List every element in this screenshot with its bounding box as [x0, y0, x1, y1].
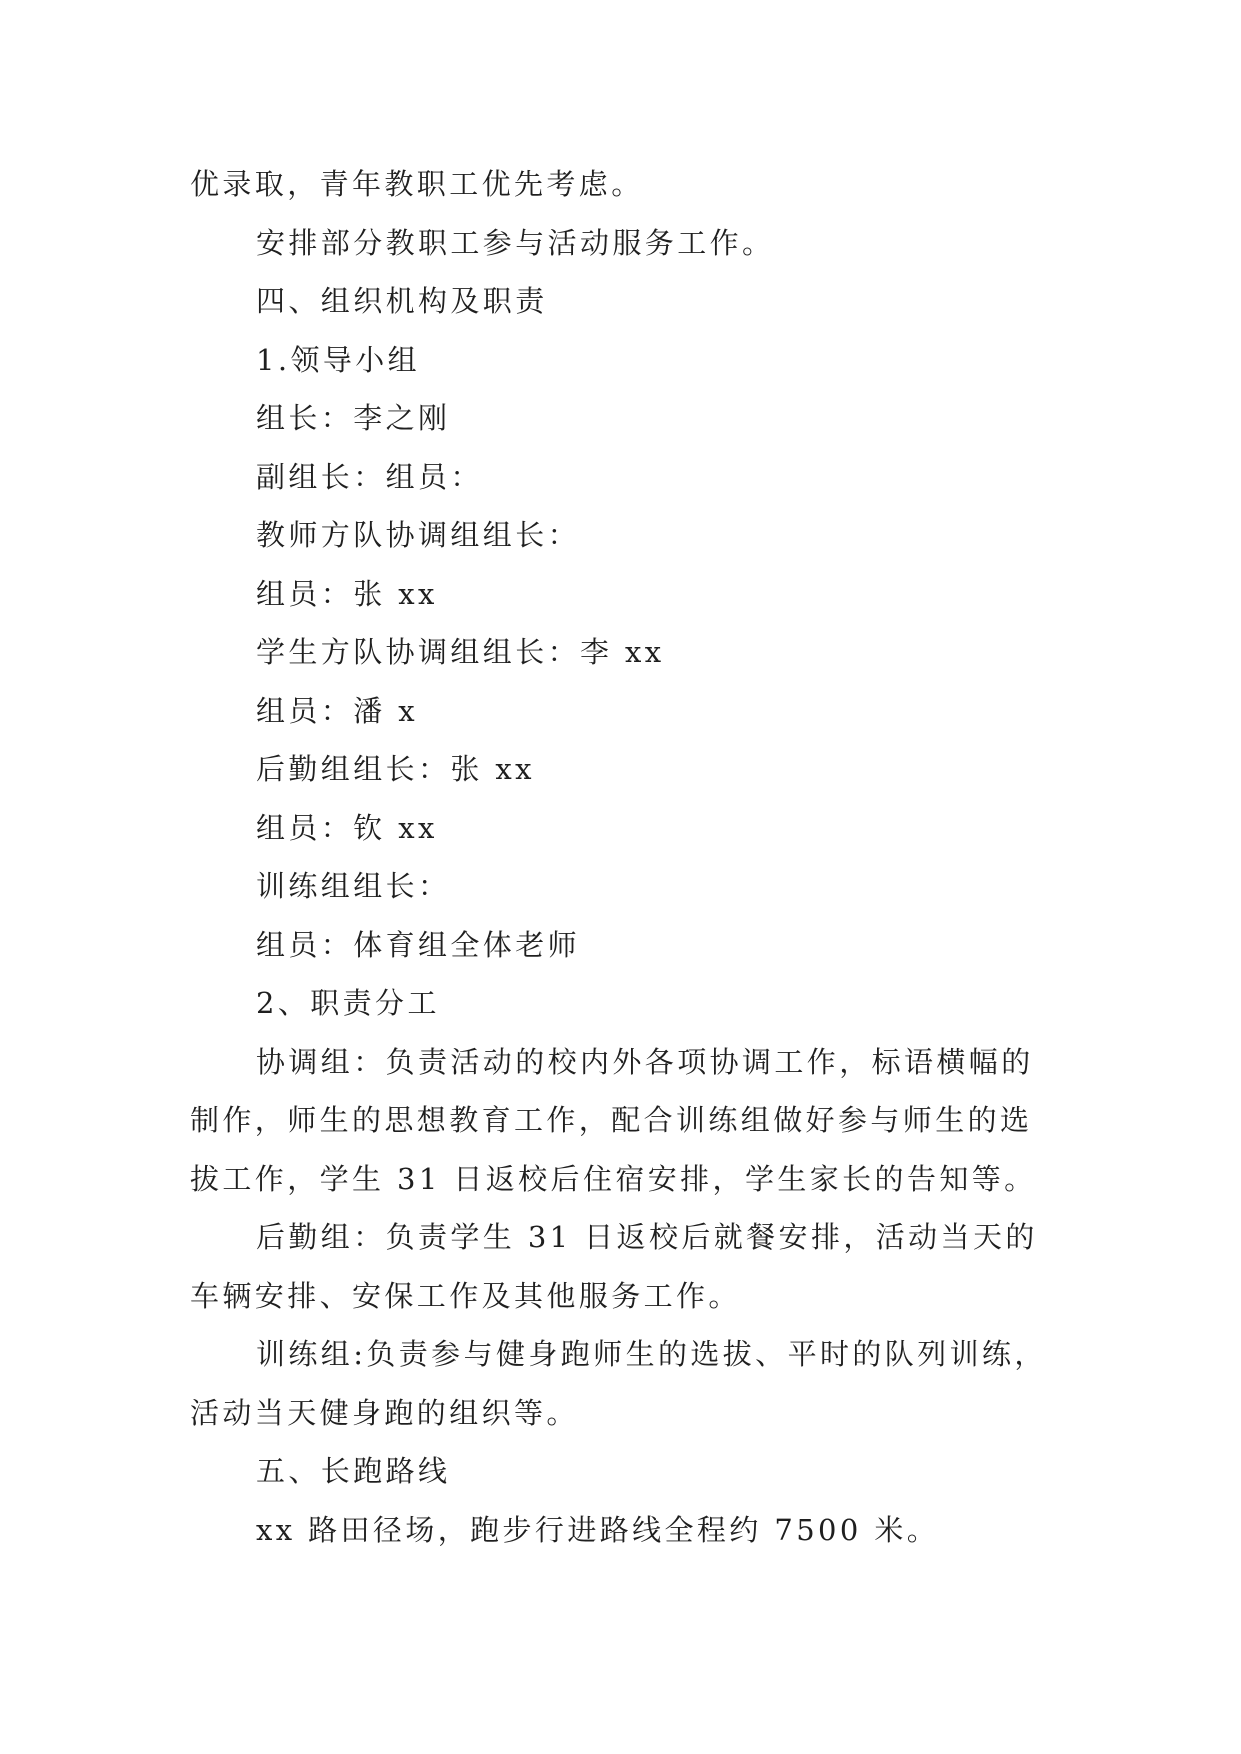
paragraph-logistics-duties — [190, 1208, 1055, 1325]
line-logistics-members: 组员：钦 xx — [256, 810, 438, 845]
line-student-coordination-members: 组员：潘 x — [256, 693, 418, 728]
paragraph-line: 制作，师生的思想教育工作，配合训练组做好参与师生的选 — [190, 1103, 1033, 1137]
paragraph-line: 协调组：负责活动的校内外各项协调工作，标语横幅的 — [256, 1044, 1034, 1079]
paragraph-line: 车辆安排、安保工作及其他服务工作。 — [190, 1278, 741, 1313]
document-body — [190, 155, 1055, 1559]
paragraph-route-description: xx 路田径场，跑步行进路线全程约 7500 米。 — [256, 1512, 940, 1547]
paragraph-line: 活动当天健身跑的组织等。 — [190, 1395, 579, 1430]
line-training-members: 组员：体育组全体老师 — [256, 927, 581, 962]
line-logistics-leader: 后勤组组长：张 xx — [256, 752, 535, 786]
line-teacher-coordination-members: 组员：张 xx — [256, 576, 438, 611]
paragraph-staff-service: 安排部分教职工参与活动服务工作。 — [256, 225, 775, 260]
line-training-leader: 训练组组长： — [256, 869, 451, 903]
paragraph-line: 训练组:负责参与健身跑师生的选拔、平时的队列训练， — [256, 1337, 1047, 1371]
line-group-leader: 组长：李之刚 — [256, 401, 451, 435]
line-student-coordination-leader: 学生方队协调组组长：李 xx — [256, 635, 665, 669]
paragraph-training-duties — [190, 1325, 1055, 1442]
line-deputy-leader: 副组长：组员： — [256, 459, 483, 494]
line-teacher-coordination-leader: 教师方队协调组组长： — [256, 518, 581, 552]
subheading-duties: 2、职责分工 — [256, 986, 440, 1020]
paragraph-line: 后勤组：负责学生 31 日返校后就餐安排，活动当天的 — [256, 1220, 1038, 1254]
section-heading-route: 五、长跑路线 — [256, 1454, 451, 1488]
section-heading-organization: 四、组织机构及职责 — [256, 284, 548, 318]
subheading-leadership-group: 1.领导小组 — [256, 342, 421, 377]
paragraph-admission: 优录取，青年教职工优先考虑。 — [190, 167, 644, 201]
paragraph-coordination-duties — [190, 1033, 1055, 1209]
paragraph-line: 拔工作，学生 31 日返校后住宿安排，学生家长的告知等。 — [190, 1161, 1037, 1196]
